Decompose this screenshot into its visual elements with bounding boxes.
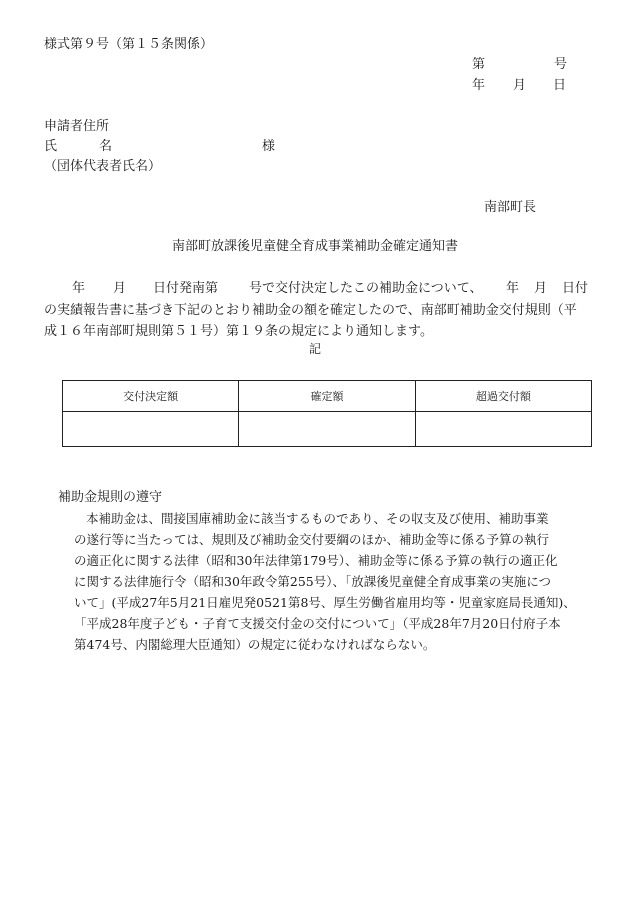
value-decided-amount	[63, 412, 239, 447]
issuer: 南部町長	[484, 200, 537, 215]
representative-label: （団体代表者氏名）	[44, 159, 162, 174]
document-number-prefix: 第	[472, 57, 486, 72]
rules-line-2: の遂行等に当たっては、規則及び補助金交付要綱のほか、補助金等に係る予算の執行	[74, 532, 550, 547]
applicant-address-label: 申請者住所	[44, 119, 110, 134]
rules-line-1: 本補助金は、間接国庫補助金に該当するものであり、その収支及び使用、補助事業	[86, 511, 549, 526]
amount-table	[62, 380, 592, 447]
document-number-suffix: 号	[554, 57, 568, 72]
header-decided-amount: 交付決定額	[63, 381, 239, 412]
rules-line-7: 第474号、内閣総理大臣通知）の規定に従わなければならない。	[74, 637, 436, 652]
body-decision-text: 号で交付決定したこの補助金について、	[249, 281, 483, 296]
body-line-3: 成１６年南部町規則第５１号）第１９条の規定により通知します。	[44, 324, 433, 339]
document-title: 南部町放課後児童健全育成事業補助金確定通知書	[171, 239, 458, 254]
rules-line-4: に関する法律施行令（昭和30年政令第255号）、「放課後児童健全育成事業の実施につ	[74, 574, 552, 589]
date-day-label: 日	[553, 78, 567, 93]
rules-heading: 補助金規則の遵守	[58, 490, 163, 505]
header-excess-amount: 超過交付額	[415, 381, 591, 412]
body-month-label: 月	[113, 281, 127, 296]
date-year-label: 年	[472, 78, 486, 93]
date-month-label: 月	[513, 78, 527, 93]
ki-mark: 記	[308, 342, 321, 356]
body-line-2: の実績報告書に基づき下記のとおり補助金の額を確定したので、南部町補助金交付規則（平	[44, 303, 577, 318]
body-day-ref-label: 日付発南第	[153, 281, 219, 296]
rules-line-6: 「平成28年度子ども・子育て支援交付金の交付について」（平成28年7月20日付府子本	[74, 616, 561, 631]
body-report-day-label: 日付	[562, 281, 589, 296]
table-value-row	[63, 412, 592, 447]
honorific: 様	[262, 139, 276, 154]
table-header-row	[63, 381, 592, 412]
name-label-first: 氏	[44, 139, 58, 154]
rules-line-5: いて」(平成27年5月21日雇児発0521第8号、厚生労働省雇用均等・児童家庭局長通知)、	[74, 595, 576, 610]
name-label-second: 名	[99, 139, 113, 154]
body-report-month-label: 月	[534, 281, 548, 296]
form-number: 様式第９号（第１５条関係）	[44, 37, 214, 52]
rules-line-3: の適正化に関する法律（昭和30年法律第179号）、補助金等に係る予算の執行の適正化	[74, 553, 558, 568]
value-excess-amount	[415, 412, 591, 447]
value-confirmed-amount	[239, 412, 415, 447]
body-report-year-label: 年	[506, 281, 520, 296]
body-year-label: 年	[72, 281, 86, 296]
header-confirmed-amount: 確定額	[239, 381, 415, 412]
